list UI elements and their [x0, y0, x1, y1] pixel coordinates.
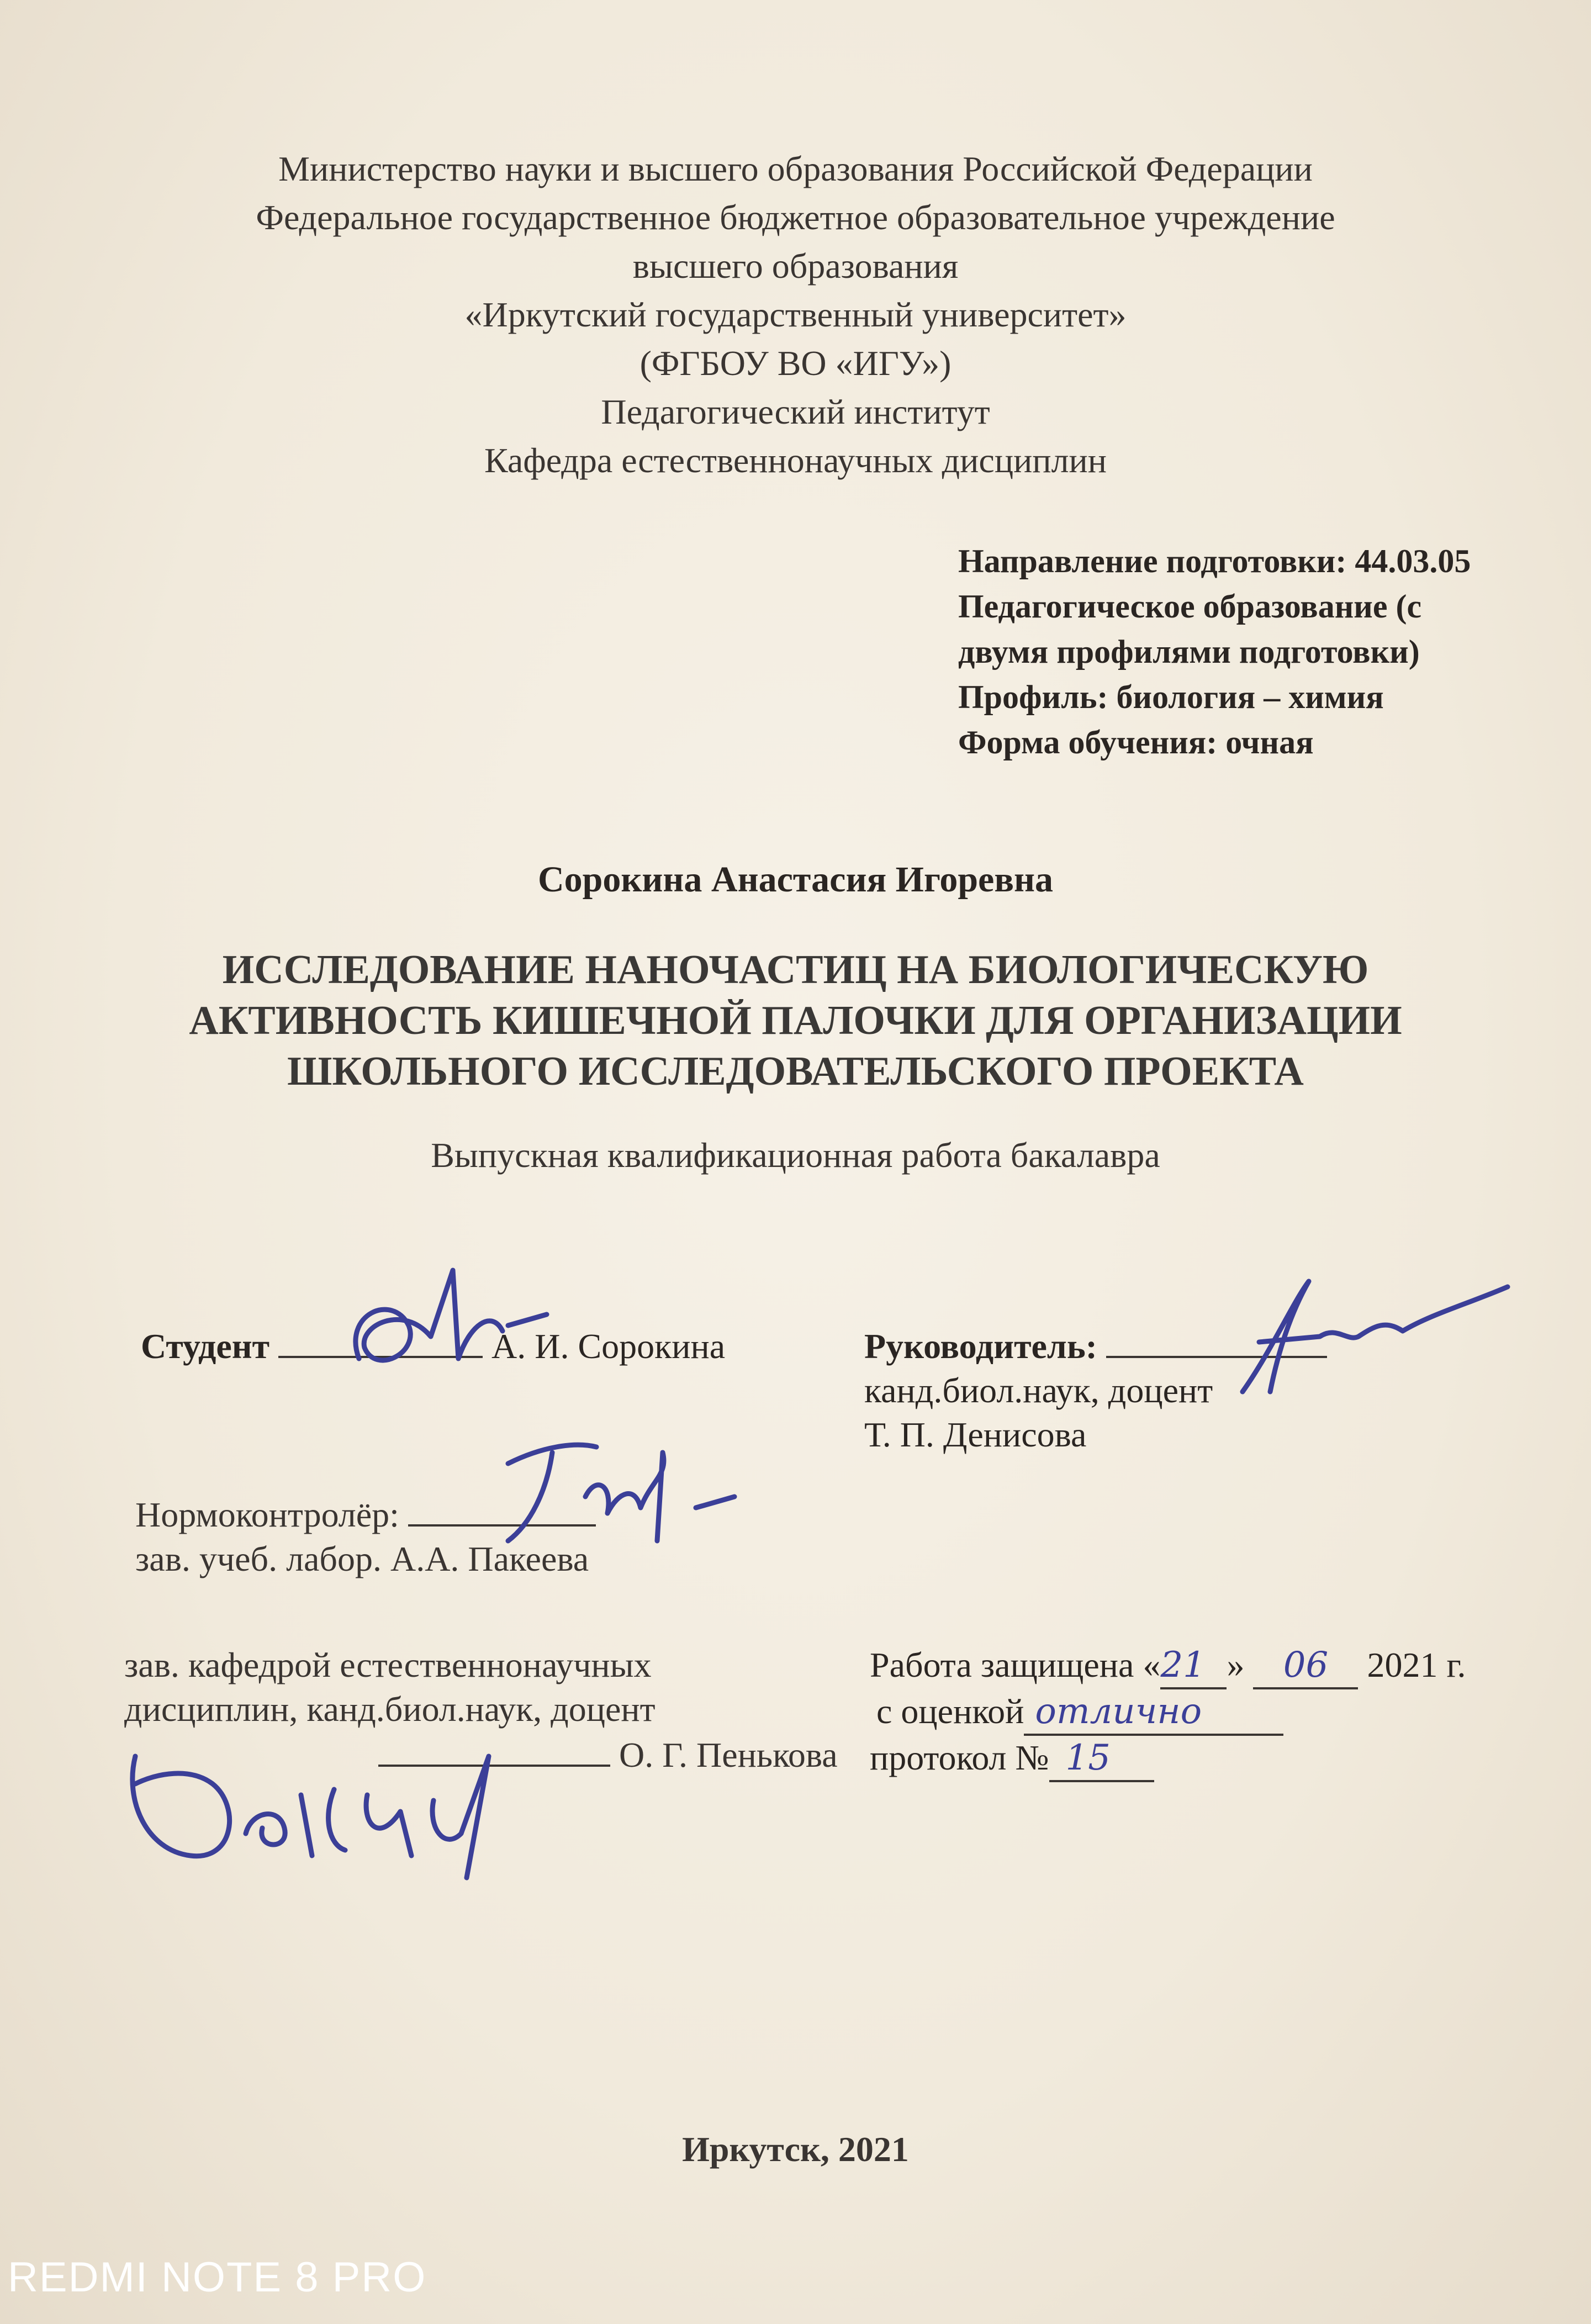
- protocol-label: протокол №: [870, 1738, 1049, 1777]
- normcontrol-signature-icon: [486, 1430, 746, 1557]
- grade-label: с оценкой: [876, 1692, 1024, 1731]
- grade-value: отлично: [1024, 1689, 1283, 1736]
- student-label: Студент: [141, 1327, 270, 1366]
- title-line-3: ШКОЛЬНОГО ИССЛЕДОВАТЕЛЬСКОГО ПРОЕКТА: [287, 1049, 1304, 1094]
- defense-year: 2021 г.: [1367, 1645, 1466, 1684]
- defense-block: [870, 1643, 1466, 1782]
- title-line-2: АКТИВНОСТЬ КИШЕЧНОЙ ПАЛОЧКИ ДЛЯ ОРГАНИЗАЦИИ: [189, 998, 1402, 1043]
- institution-header: [0, 145, 1591, 485]
- defense-day: 21: [1160, 1643, 1227, 1689]
- program-name-2: двумя профилями подготовки): [958, 633, 1420, 670]
- camera-watermark: REDMI NOTE 8 PRO: [8, 2254, 427, 2301]
- program-info: [958, 538, 1471, 765]
- student-name: А. И. Сорокина: [491, 1327, 726, 1366]
- defense-separator: »: [1227, 1645, 1245, 1684]
- university-name-line: «Иркутский государственный университет»: [464, 295, 1127, 334]
- work-type: Выпускная квалификационная работа бакалавра: [431, 1135, 1160, 1175]
- university-abbr-line: (ФГБОУ ВО «ИГУ»): [639, 344, 952, 383]
- thesis-title: [0, 944, 1591, 1097]
- head-name: О. Г. Пенькова: [619, 1735, 838, 1774]
- head-position-line-1: зав. кафедрой естественнонаучных: [124, 1645, 652, 1684]
- supervisor-label: Руководитель:: [864, 1327, 1097, 1366]
- defense-month: 06: [1253, 1643, 1358, 1689]
- institute-line: Педагогический институт: [601, 392, 990, 431]
- supervisor-signature-icon: [1209, 1270, 1519, 1403]
- university-type-line: Федеральное государственное бюджетное образовательное учреждение: [256, 198, 1335, 237]
- normcontrol-position-name: зав. учеб. лабор. А.А. Пакеева: [135, 1539, 589, 1578]
- program-name-1: Педагогическое образование (с: [958, 588, 1422, 625]
- ministry-line: Министерство науки и высшего образования Российской Федерации: [278, 149, 1313, 188]
- defense-prefix: Работа защищена «: [870, 1645, 1161, 1684]
- program-profile: Профиль: биология – химия: [958, 679, 1384, 715]
- title-line-1: ИССЛЕДОВАНИЕ НАНОЧАСТИЦ НА БИОЛОГИЧЕСКУЮ: [222, 947, 1369, 992]
- city-year: Иркутск, 2021: [682, 2130, 909, 2169]
- program-form: Форма обучения: очная: [958, 724, 1314, 760]
- department-line: Кафедра естественнонаучных дисциплин: [484, 441, 1107, 480]
- author-name: Сорокина Анастасия Игоревна: [537, 859, 1054, 900]
- protocol-number: 15: [1049, 1736, 1154, 1782]
- normcontrol-label: Нормоконтролёр:: [135, 1495, 399, 1534]
- supervisor-degree: канд.биол.наук, доцент: [864, 1371, 1213, 1410]
- supervisor-name: Т. П. Денисова: [864, 1415, 1087, 1454]
- head-position-line-2: дисциплин, канд.биол.наук, доцент: [124, 1689, 656, 1729]
- student-signature-icon: [326, 1248, 558, 1392]
- program-direction: Направление подготовки: 44.03.05: [958, 543, 1471, 579]
- education-level-line: высшего образования: [632, 246, 959, 286]
- head-signature-icon: [102, 1723, 533, 1883]
